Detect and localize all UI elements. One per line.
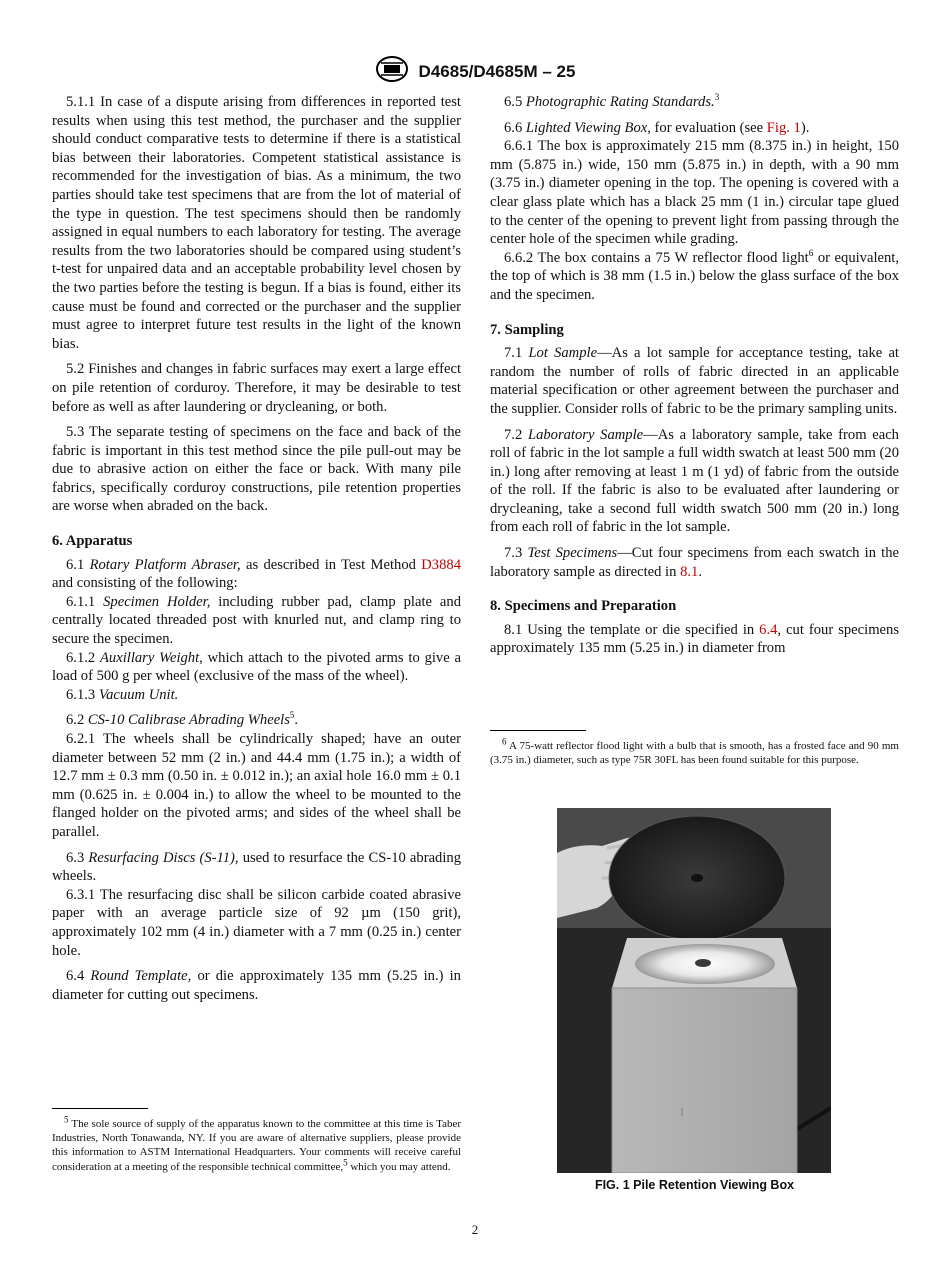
paragraph-7-3: 7.3 Test Specimens—Cut four specimens from each swatch in the laboratory sample as directed in 8.1.	[490, 545, 900, 580]
paragraph-7-2: 7.2 Laboratory Sample—As a laboratory sample, take from each roll of fabric in the lot sample a full width swatch at least 500 mm (20 in.) long after removing at least 1 m (1 yd) of fabric from the outside of the roll. If the fabric is also to be evaluated after laundering or drycleaning, take a second full width swatch 500 mm (20 in.) long from each roll of fabric in the lot sample.	[490, 426, 899, 536]
section-heading-apparatus: 6. Apparatus	[52, 533, 133, 550]
paragraph-6-6-2: 6.6.2 The box contains a 75 W reflector flood light$^6$ or equivalent, the top of which is 38 mm (1.5 in.) below the glass surface of the box and the specimen.	[490, 247, 899, 303]
footnote-divider	[52, 1108, 148, 1109]
right-column	[490, 93, 899, 665]
paragraph-6-2: 6.2 CS-10 Calibrase Abrading Wheels$^5$.	[66, 710, 299, 729]
link-6-4[interactable]: 6.4	[759, 621, 778, 638]
footnote-area-right	[490, 730, 899, 767]
paragraph-6-1-3: 6.1.3 Vacuum Unit.	[66, 686, 179, 703]
page-header	[0, 55, 950, 88]
link-fig-1[interactable]: Fig. 1	[766, 119, 801, 136]
footnote-5: $^5$ The sole source of supply of the apparatus known to the committee at this time is Taber Industries, North Tonawanda, NY. If you are aware of alternative suppliers, please provide this information to ASTM International Headquarters. Your comments will receive careful consideration at a meeting of the responsible technical committee,$^5$ which you may attend.	[52, 1114, 461, 1173]
paragraph-6-6: 6.6 Lighted Viewing Box, for evaluation (see Fig. 1).	[504, 119, 810, 136]
paragraph-6-5: 6.5 Photographic Rating Standards.$^3$	[504, 92, 720, 110]
left-column	[52, 93, 461, 1011]
paragraph-5-3: 5.3 The separate testing of specimens on the face and back of the fabric is important in this test method since the pile pull-out may be due to abrasive action on either the face or back. With many pile fabrics, specifically corduroy constructions, pile retention properties are worse when abraded on the back.	[52, 424, 461, 515]
paragraph-6-2-1: 6.2.1 The wheels shall be cylindrically shaped; have an outer diameter between 52 mm (2 in.) and 44.4 mm (1.75 in.); a width of 12.7 mm ± 0.3 mm (0.50 in. ± 0.012 in.); an axial hole 16.0 mm ± 0.1 mm (0.625 in. ± 0.004 in.) to allow the wheel to be mounted to the flanged holder on the pivoted arms; and sides of the wheel shall be parallel.	[52, 731, 461, 840]
footnote-ref-5[interactable]: 5	[289, 710, 295, 721]
page-number: 2	[471, 1222, 479, 1237]
link-8-1[interactable]: 8.1	[680, 563, 699, 580]
footnote-area-left	[52, 1108, 461, 1174]
figure-caption: FIG. 1 Pile Retention Viewing Box	[594, 1178, 795, 1192]
paragraph-7-1: 7.1 Lot Sample—As a lot sample for acceptance testing, take at random the number of rolls of fabric directed in an applicable material specification or other agreement between the purchaser and the supplier. Consider rolls of fabric to be the primary sampling units.	[490, 345, 899, 417]
paragraph-6-4: 6.4 Round Template, or die approximately 135 mm (5.25 in.) in diameter for cutting out specimens.	[52, 968, 461, 1003]
document-designation: D4685/D4685M – 25	[418, 61, 576, 81]
paragraph-6-1-2: 6.1.2 Auxillary Weight, which attach to the pivoted arms to give a load of 500 g per wheel (exclusive of the mass of the wheel).	[52, 649, 461, 685]
paragraph-6-6-1: 6.6.1 The box is approximately 215 mm (8.375 in.) in height, 150 mm (5.875 in.) wide, 150 mm (5.875 in.) in depth, with a 90 mm (3.75 in.) diameter opening in the top. The opening is covered with a clear glass plate which has a black 25 mm (1 in.) circular tape glued to the center of the opening to prevent light from passing through the center hole of the specimen while grading.	[490, 138, 899, 248]
paragraph-6-3-1: 6.3.1 The resurfacing disc shall be silicon carbide coated abrasive paper with an average particle size of 92 µm (150 grit), approximately 102 mm (4 in.) diameter with a 7 mm (0.25 in.) center hole.	[52, 886, 461, 959]
figure-viewing-box-photo	[557, 808, 831, 1173]
paragraph-6-1: 6.1 Rotary Platform Abraser, as described in Test Method D3884 and consisting of the following:	[52, 556, 461, 592]
footnote-ref-3[interactable]: 3	[714, 92, 720, 103]
footnote-divider	[490, 730, 586, 731]
paragraph-6-3: 6.3 Resurfacing Discs (S-11), used to resurface the CS-10 abrading wheels.	[52, 849, 461, 885]
astm-logo-icon	[375, 55, 409, 88]
section-heading-specimens: 8. Specimens and Preparation	[490, 598, 677, 615]
footnote-ref-6[interactable]: 6	[808, 247, 814, 258]
section-heading-sampling: 7. Sampling	[490, 321, 564, 338]
paragraph-5-2: 5.2 Finishes and changes in fabric surfaces may exert a large effect on pile retention of corduroy. Therefore, it may be desirable to test before as well as after laundering or drycleaning, or both.	[52, 361, 461, 415]
paragraph-6-1-1: 6.1.1 Specimen Holder, including rubber pad, clamp plate and centrally located threaded post with knurled nut, and clamp ring to secure the specimen.	[52, 593, 461, 648]
paragraph-5-1-1: 5.1.1 In case of a dispute arising from differences in reported test results when using this test method, the purchaser and the supplier should conduct comparative tests to determine if there is a statistical bias between their laboratories. Competent statistical assistance is recommended for the investigation of bias. As a minimum, the two parties should take test specimens that are from the lot of material of the type in question. The test specimens should then be randomly assigned in equal numbers to each laboratory for testing. The average results from the two laboratories should be compared using student’s t-test for unpaired data and an acceptable probability level chosen by the two parties before the testing is begun. If a bias is found, either its cause must be found and corrected or the purchaser and the supplier must agree to interpret future test results in the light of the known bias.	[52, 94, 461, 352]
footnote-6: $^6$ A 75-watt reflector flood light with a bulb that is smooth, has a frosted face and 90 mm (3.75 in.) diameter, such as type 75R 30FL has been found suitable for this purpose.	[490, 736, 899, 767]
link-d3884[interactable]: D3884	[421, 556, 461, 573]
paragraph-8-1: 8.1 Using the template or die specified in 6.4, cut four specimens approximately 135 mm (5.25 in.) in diameter from	[490, 621, 899, 657]
